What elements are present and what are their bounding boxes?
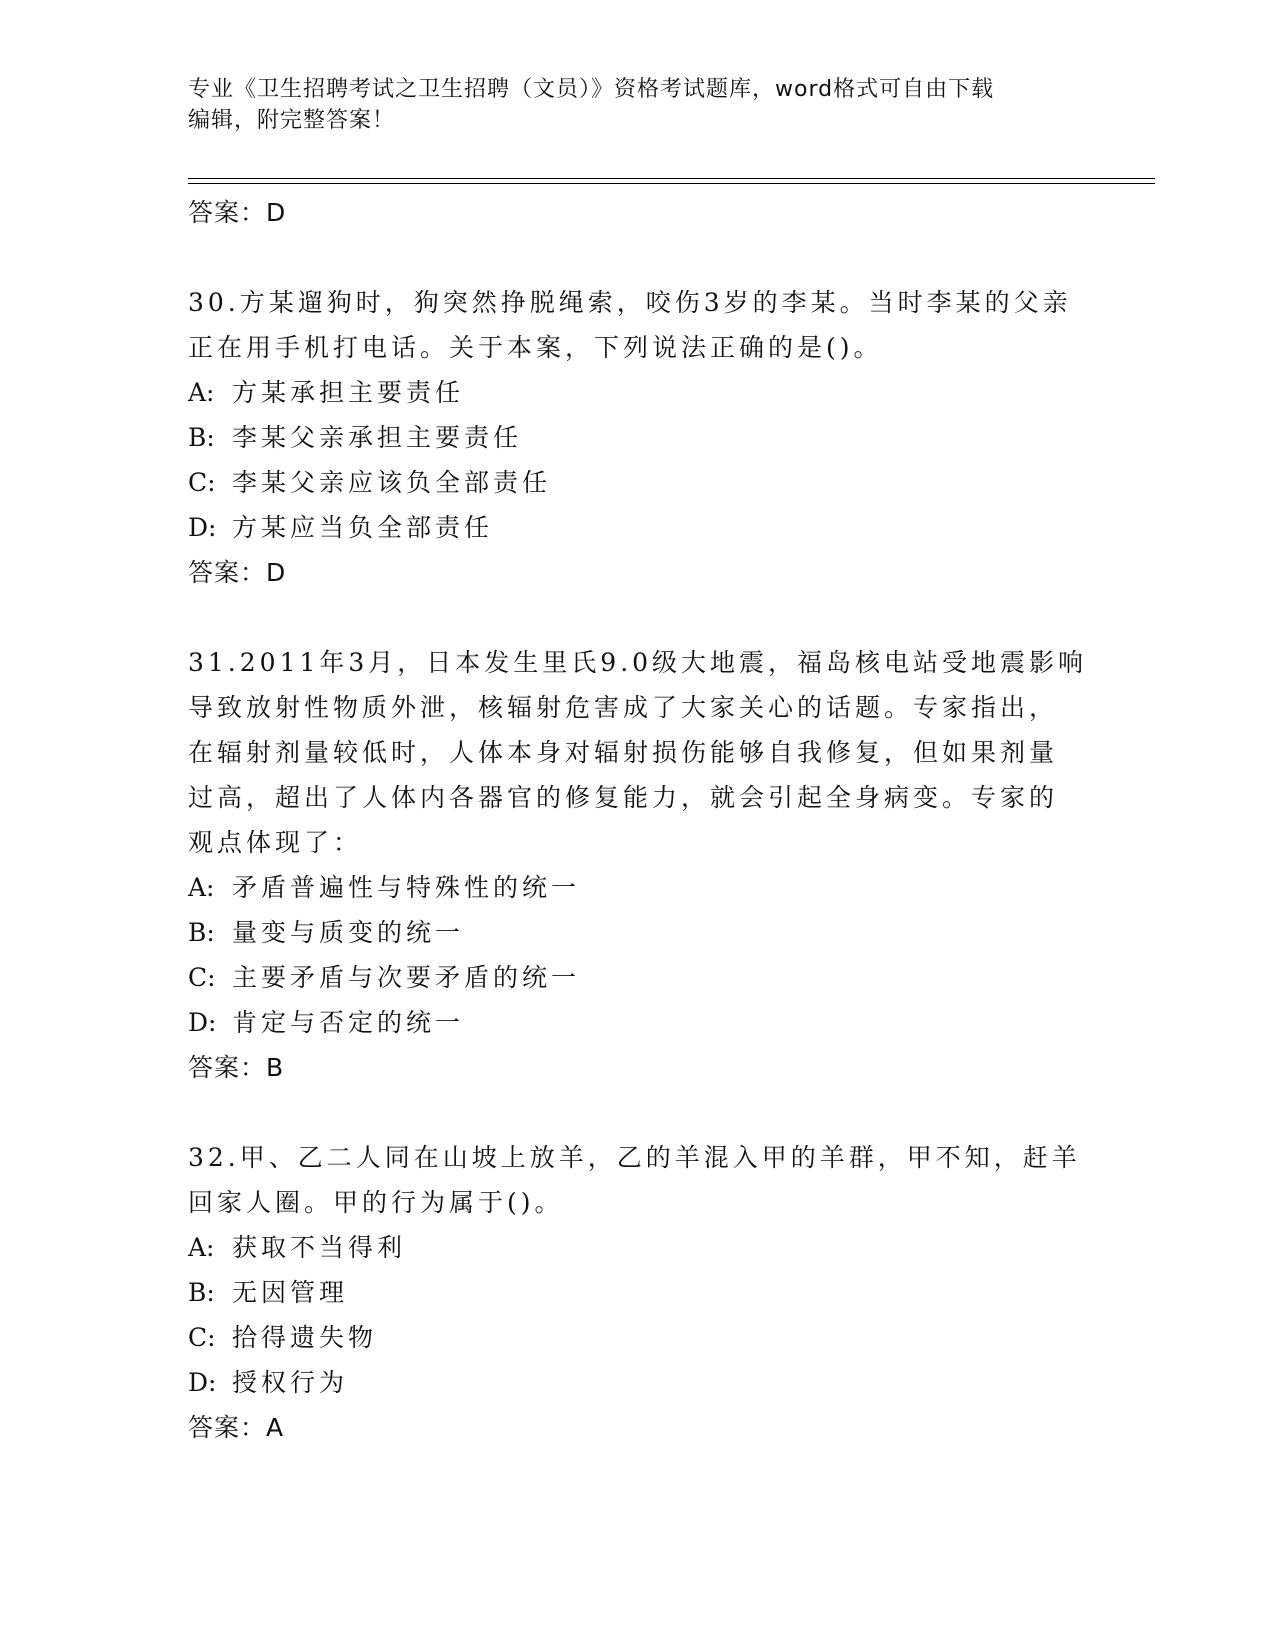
option-letter: D:	[188, 1008, 217, 1037]
question-31	[188, 640, 1088, 865]
option-b	[188, 910, 1088, 955]
option-text: 授权行为	[232, 1368, 349, 1397]
option-c	[188, 1315, 1088, 1360]
answer-line: 答案：D	[188, 558, 287, 587]
option-text: 拾得遗失物	[232, 1323, 378, 1352]
header-line-2: 编辑，附完整答案！	[188, 108, 396, 133]
header-line-1: 专业《卫生招聘考试之卫生招聘（文员）》资格考试题库，word格式可自由下载	[188, 77, 995, 102]
option-d	[188, 1000, 1088, 1045]
question-text-line: 过高，超出了人体内各器官的修复能力，就会引起全身病变。专家的	[188, 783, 1059, 812]
question-text-line: 31.2011年3月，日本发生里氏9.0级大地震，福岛核电站受地震影响	[188, 648, 1088, 677]
option-letter: D:	[188, 513, 217, 542]
option-a	[188, 1225, 1088, 1270]
question-text-line: 回家人圈。甲的行为属于()。	[188, 1188, 564, 1217]
question-text-line: 导致放射性物质外泄，核辐射危害成了大家关心的话题。专家指出，	[188, 693, 1059, 722]
option-letter: A:	[188, 1233, 215, 1262]
answer-line: 答案：B	[188, 1053, 285, 1082]
answer-line: 答案：D	[188, 198, 287, 227]
option-letter: C:	[188, 468, 216, 497]
header-divider-bottom	[188, 183, 1155, 184]
option-b	[188, 415, 1088, 460]
option-text: 无因管理	[232, 1278, 349, 1307]
option-d	[188, 1360, 1088, 1405]
document-header	[188, 74, 1088, 136]
option-letter: A:	[188, 873, 215, 902]
option-letter: B:	[188, 918, 215, 947]
question-30	[188, 280, 1088, 370]
option-text: 获取不当得利	[232, 1233, 407, 1262]
option-letter: B:	[188, 1278, 215, 1307]
header-divider-top	[188, 178, 1155, 179]
option-letter: A:	[188, 378, 215, 407]
option-d	[188, 505, 1088, 550]
option-text: 肯定与否定的统一	[232, 1008, 465, 1037]
question-text-line: 观点体现了：	[188, 828, 363, 857]
option-c	[188, 460, 1088, 505]
option-text: 量变与质变的统一	[232, 918, 465, 947]
option-text: 李某父亲应该负全部责任	[232, 468, 552, 497]
document-body	[188, 190, 1088, 1450]
question-text-line: 30.方某遛狗时，狗突然挣脱绳索，咬伤3岁的李某。当时李某的父亲	[188, 288, 1072, 317]
option-letter: C:	[188, 963, 216, 992]
option-letter: D:	[188, 1368, 217, 1397]
option-text: 方某承担主要责任	[232, 378, 465, 407]
option-letter: C:	[188, 1323, 216, 1352]
question-text-line: 32.甲、乙二人同在山坡上放羊，乙的羊混入甲的羊群，甲不知，赶羊	[188, 1143, 1081, 1172]
question-32	[188, 1135, 1088, 1225]
question-text-line: 正在用手机打电话。关于本案，下列说法正确的是()。	[188, 333, 883, 362]
option-text: 方某应当负全部责任	[232, 513, 494, 542]
option-text: 主要矛盾与次要矛盾的统一	[232, 963, 581, 992]
answer-line: 答案：A	[188, 1413, 285, 1442]
option-c	[188, 955, 1088, 1000]
option-b	[188, 1270, 1088, 1315]
option-letter: B:	[188, 423, 215, 452]
option-text: 李某父亲承担主要责任	[232, 423, 523, 452]
option-a	[188, 865, 1088, 910]
option-text: 矛盾普遍性与特殊性的统一	[232, 873, 581, 902]
question-text-line: 在辐射剂量较低时，人体本身对辐射损伤能够自我修复，但如果剂量	[188, 738, 1059, 767]
option-a	[188, 370, 1088, 415]
